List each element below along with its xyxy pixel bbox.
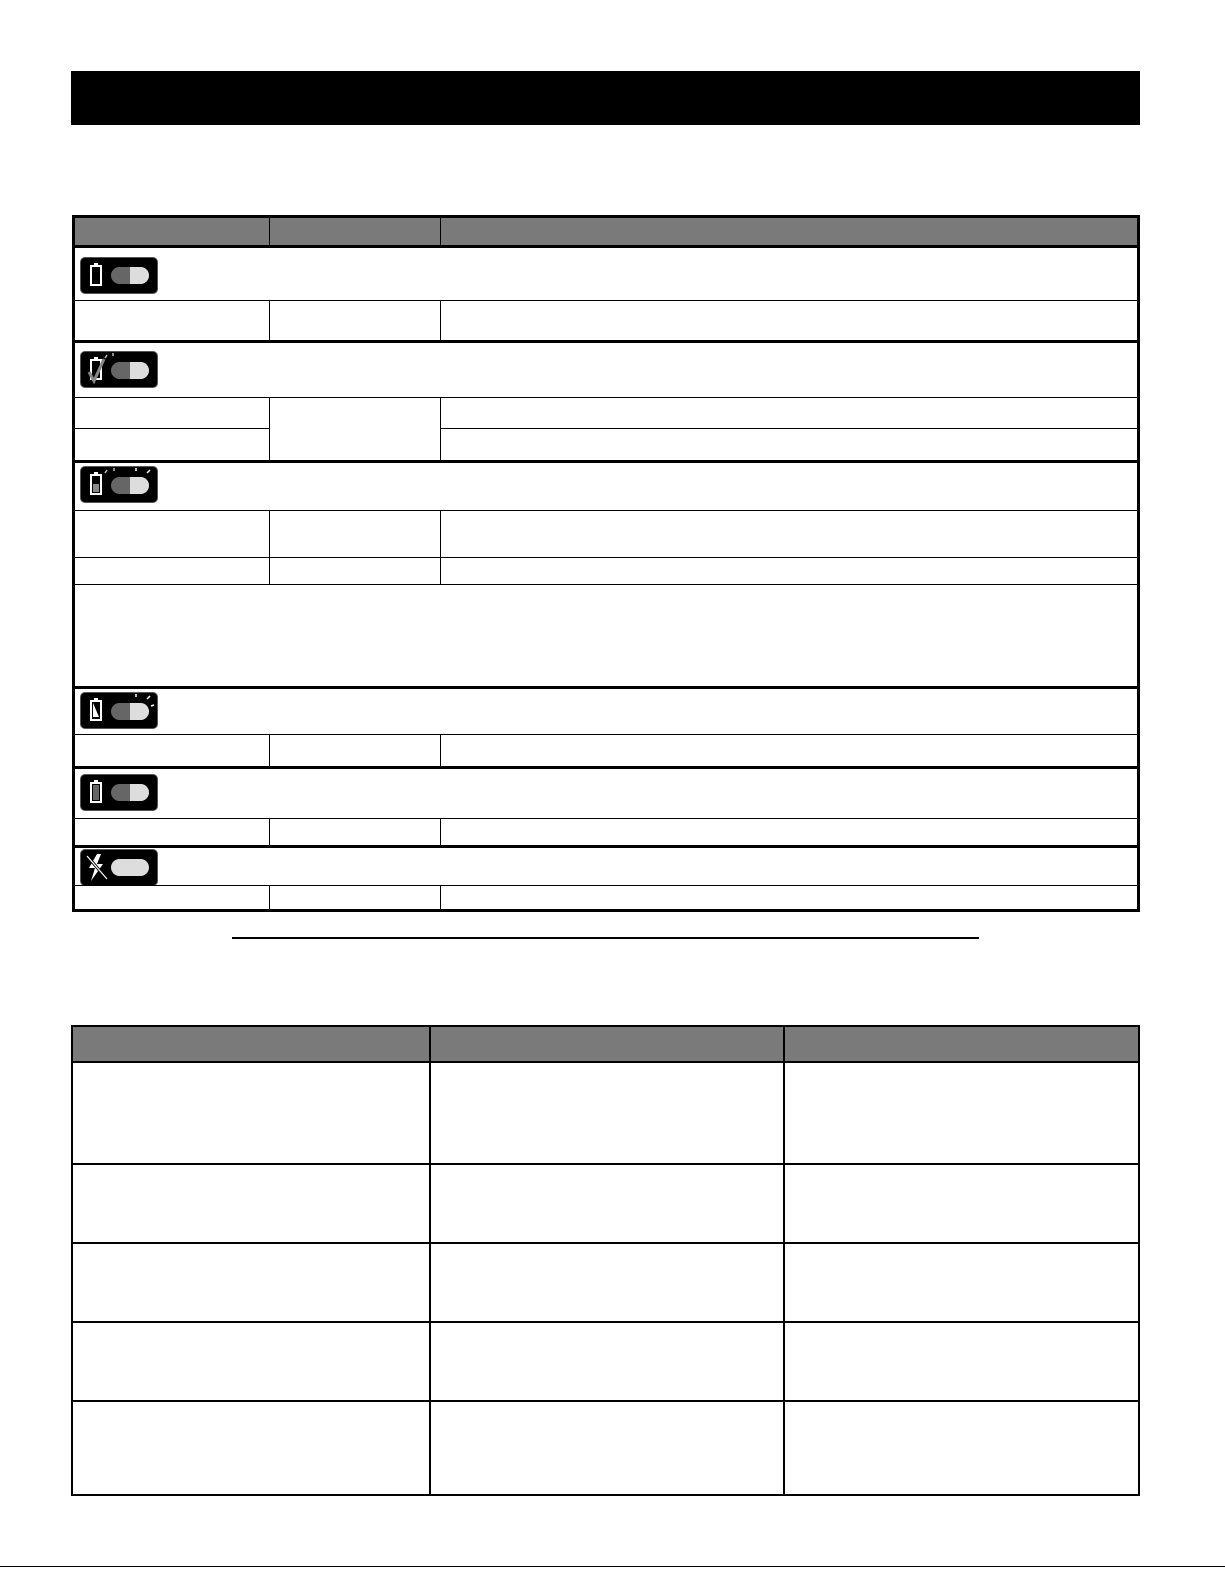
row-cell xyxy=(441,558,1137,585)
table-cell xyxy=(431,1323,783,1400)
table-row xyxy=(75,885,1137,912)
title-bar xyxy=(71,71,1140,125)
status-table-header xyxy=(75,218,1137,248)
table-cell xyxy=(73,1244,429,1321)
row-cell xyxy=(270,819,441,846)
table-cell xyxy=(73,1323,429,1400)
row-cell xyxy=(270,886,441,912)
header-cell-3 xyxy=(787,1027,1138,1061)
table-row xyxy=(75,510,1137,558)
row-cell xyxy=(75,558,270,585)
battery-check-led-blinking-icon xyxy=(80,351,158,388)
table-cell xyxy=(785,1402,1138,1494)
status-section-3 xyxy=(75,460,1137,510)
table-cell xyxy=(73,1063,429,1163)
row-cell xyxy=(75,428,270,460)
row-cell xyxy=(441,301,1137,341)
row-cell xyxy=(75,819,270,846)
row-cell xyxy=(75,886,270,912)
table-cell xyxy=(431,1402,783,1494)
table-cell xyxy=(785,1063,1138,1163)
table-cell xyxy=(431,1063,783,1163)
row-cell xyxy=(75,301,270,341)
row-cell xyxy=(270,428,441,460)
table-row xyxy=(75,557,1137,585)
row-cell xyxy=(75,398,270,429)
table-row xyxy=(75,818,1137,846)
row-cell xyxy=(441,511,1137,558)
battery-partial-led-blinking-icon xyxy=(80,466,158,503)
header-cell-1 xyxy=(75,218,270,245)
table-cell xyxy=(785,1244,1138,1321)
status-section-5 xyxy=(75,766,1137,819)
row-cell xyxy=(441,428,1137,460)
battery-full-led-off-icon xyxy=(80,774,158,811)
status-section-6 xyxy=(75,845,1137,886)
power-off-led-icon xyxy=(80,849,158,886)
battery-empty-led-off-icon xyxy=(80,257,158,294)
row-cell xyxy=(270,398,441,429)
header-cell-2 xyxy=(270,218,441,245)
table-cell xyxy=(73,1402,429,1494)
row-cell xyxy=(441,398,1137,429)
row-cell xyxy=(75,735,270,767)
section-divider xyxy=(232,937,979,939)
section-note xyxy=(75,584,1137,687)
row-cell xyxy=(441,886,1137,912)
header-cell-2 xyxy=(431,1027,785,1061)
page-bottom-rule xyxy=(0,1566,1225,1567)
troubleshooting-table-header xyxy=(73,1027,1138,1063)
battery-charging-led-on-icon xyxy=(80,692,158,729)
table-cell xyxy=(785,1323,1138,1400)
table-cell xyxy=(73,1165,429,1242)
table-cell xyxy=(431,1165,783,1242)
table-cell xyxy=(431,1244,783,1321)
table-cell xyxy=(785,1165,1138,1242)
row-cell xyxy=(441,735,1137,767)
status-section-4 xyxy=(75,686,1137,734)
header-cell-1 xyxy=(73,1027,429,1061)
row-cell xyxy=(75,511,270,558)
row-cell xyxy=(441,819,1137,846)
row-cell xyxy=(270,511,441,558)
status-section-1 xyxy=(75,248,1137,301)
row-cell xyxy=(270,301,441,341)
troubleshooting-table xyxy=(71,1025,1140,1496)
row-cell xyxy=(270,558,441,585)
table-row xyxy=(75,300,1137,341)
table-row xyxy=(75,428,1137,460)
table-row xyxy=(75,734,1137,767)
table-row xyxy=(75,397,1137,429)
status-section-2 xyxy=(75,340,1137,397)
status-table xyxy=(72,215,1140,912)
header-cell-3 xyxy=(441,218,1137,245)
row-cell xyxy=(270,735,441,767)
